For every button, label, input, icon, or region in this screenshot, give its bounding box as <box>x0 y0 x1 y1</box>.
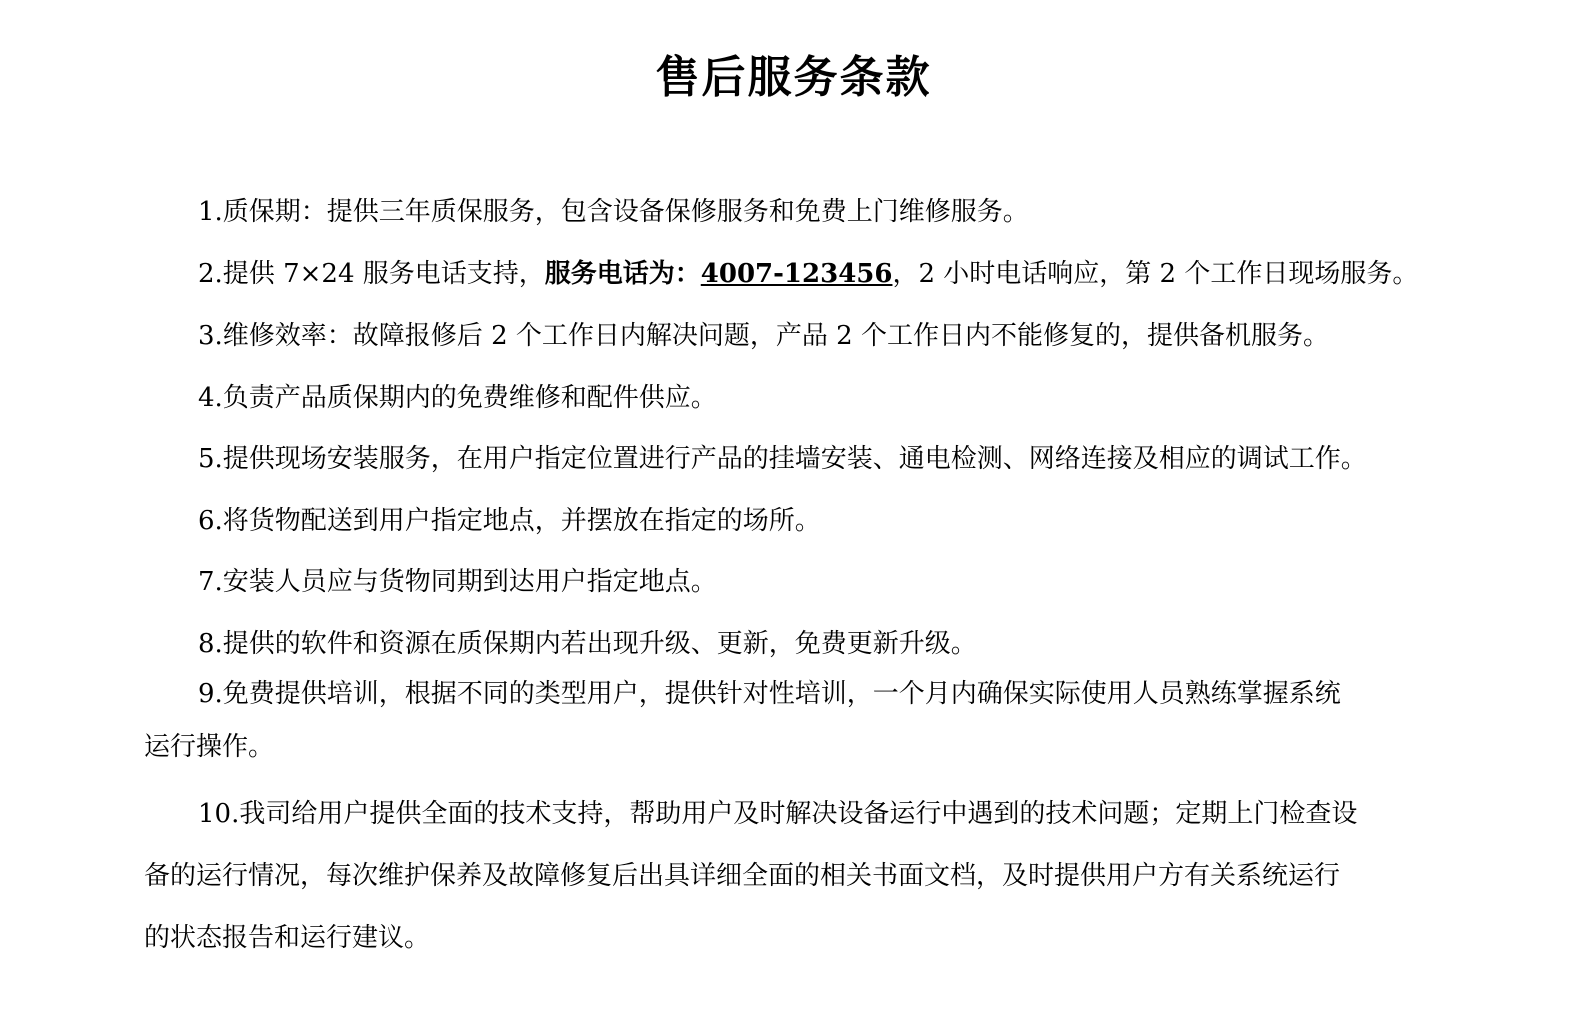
clause-2 <box>144 254 1434 294</box>
clause-9-line-1: 9.免费提供培训，根据不同的类型用户，提供针对性培训，一个月内确保实际使用人员熟练掌握系统 <box>198 679 1341 709</box>
clause-6: 6.将货物配送到用户指定地点，并摆放在指定的场所。 <box>198 506 821 536</box>
clause-9-line-2: 运行操作。 <box>144 732 275 762</box>
clause-1: 1.质保期：提供三年质保服务，包含设备保修服务和免费上门维修服务。 <box>198 197 1029 227</box>
clause-7: 7.安装人员应与货物同期到达用户指定地点。 <box>198 567 717 597</box>
clause-10-line-3: 的状态报告和运行建议。 <box>144 923 431 953</box>
service-phone-number: 4007-123456 <box>700 259 893 289</box>
clause-3: 3.维修效率：故障报修后 2 个工作日内解决问题，产品 2 个工作日内不能修复的，提供备机服务。 <box>198 321 1329 351</box>
document-title: 售后服务条款 <box>655 52 932 103</box>
clause-10-line-1: 10.我司给用户提供全面的技术支持，帮助用户及时解决设备运行中遇到的技术问题；定期上门检查设 <box>198 799 1358 829</box>
clause-8: 8.提供的软件和资源在质保期内若出现升级、更新，免费更新升级。 <box>198 629 977 659</box>
clause-10-line-2: 备的运行情况，每次维护保养及故障修复后出具详细全面的相关书面文档，及时提供用户方有关系统运行 <box>144 861 1341 891</box>
clause-4: 4.负责产品质保期内的免费维修和配件供应。 <box>198 383 717 413</box>
clause-5: 5.提供现场安装服务，在用户指定位置进行产品的挂墙安装、通电检测、网络连接及相应的调试工作。 <box>198 444 1367 474</box>
service-phone-label: 服务电话为： <box>544 259 701 289</box>
clause-2-prefix: 2.提供 7×24 服务电话支持， <box>198 259 545 289</box>
clause-2-suffix: ，2 小时电话响应，第 2 个工作日现场服务。 <box>892 259 1419 289</box>
